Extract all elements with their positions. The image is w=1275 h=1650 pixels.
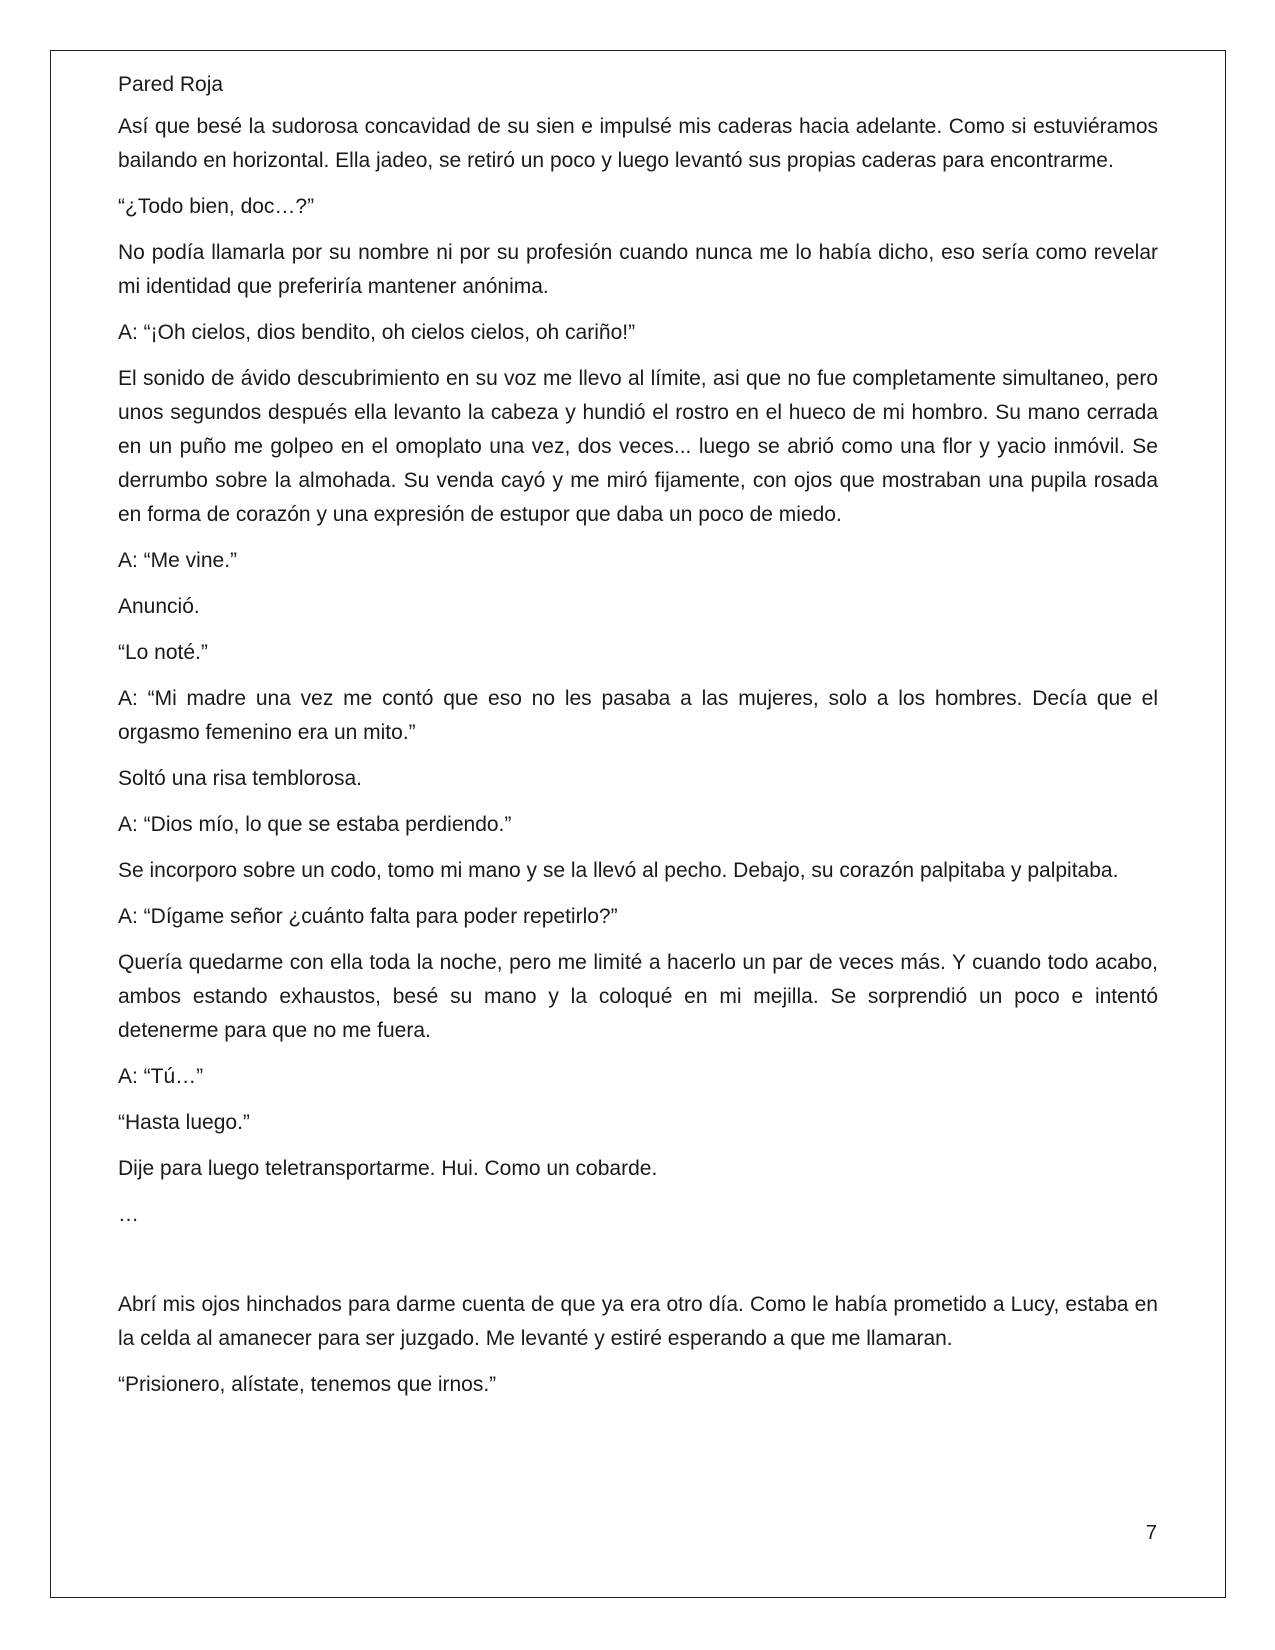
paragraph: A: “Dios mío, lo que se estaba perdiendo.” (118, 813, 512, 836)
paragraph: No podía llamarla por su nombre ni por su profesión cuando nunca me lo había dicho, eso sería como revelar mi identidad que preferiría mantener anónima. (118, 241, 1158, 298)
page-number: 7 (1145, 1522, 1157, 1544)
paragraph: “Prisionero, alístate, tenemos que irnos.” (118, 1373, 497, 1396)
paragraph: A: “¡Oh cielos, dios bendito, oh cielos cielos, oh cariño!” (118, 321, 636, 344)
paragraph: Dije para luego teletransportarme. Hui. Como un cobarde. (118, 1157, 658, 1180)
paragraph: A: “Mi madre una vez me contó que eso no les pasaba a las mujeres, solo a los hombres. Decía que el orgasmo femenino era un mito.” (118, 687, 1158, 744)
running-title: Pared Roja (118, 73, 224, 96)
paragraph: “¿Todo bien, doc…?” (118, 195, 315, 218)
paragraph: Quería quedarme con ella toda la noche, pero me limité a hacerlo un par de veces más. Y cuando todo acabo, ambos estando exhaustos, besé su mano y la coloqué en mi mejilla. Se sorprendió un poco e intentó detenerme para que no me fuera. (118, 951, 1158, 1042)
section-gap (118, 1244, 1158, 1288)
paragraph: “Lo noté.” (118, 641, 208, 664)
paragraph: A: “Dígame señor ¿cuánto falta para poder repetirlo?” (118, 905, 618, 928)
paragraph: Se incorporo sobre un codo, tomo mi mano y se la llevó al pecho. Debajo, su corazón palpitaba y palpitaba. (118, 859, 1119, 882)
paragraph: A: “Tú…” (118, 1065, 204, 1088)
paragraph: El sonido de ávido descubrimiento en su voz me llevo al límite, asi que no fue completamente simultaneo, pero unos segundos después ella levanto la cabeza y hundió el rostro en el hueco de mi hombro. Su mano cerrada en un puño me golpeo en el omoplato una vez, dos veces... luego se abrió como una flor y yacio inmóvil. Se derrumbo sobre la almohada. Su venda cayó y me miró fijamente, con ojos que mostraban una pupila rosada en forma de corazón y una expresión de estupor que daba un poco de miedo. (118, 367, 1158, 526)
paragraph: A: “Me vine.” (118, 549, 238, 572)
paragraph: Abrí mis ojos hinchados para darme cuenta de que ya era otro día. Como le había prometido a Lucy, estaba en la celda al amanecer para ser juzgado. Me levanté y estiré esperando a que me llamaran. (118, 1293, 1158, 1350)
paragraph: “Hasta luego.” (118, 1111, 250, 1134)
page-content (118, 68, 1158, 1414)
paragraph: Soltó una risa temblorosa. (118, 767, 362, 790)
paragraph: Anunció. (118, 595, 200, 618)
paragraph: Así que besé la sudorosa concavidad de su sien e impulsé mis caderas hacia adelante. Como si estuviéramos bailando en horizontal. Ella jadeo, se retiró un poco y luego levantó sus propias caderas para encontrarme. (118, 115, 1158, 172)
scene-break-ellipsis: … (118, 1203, 139, 1226)
